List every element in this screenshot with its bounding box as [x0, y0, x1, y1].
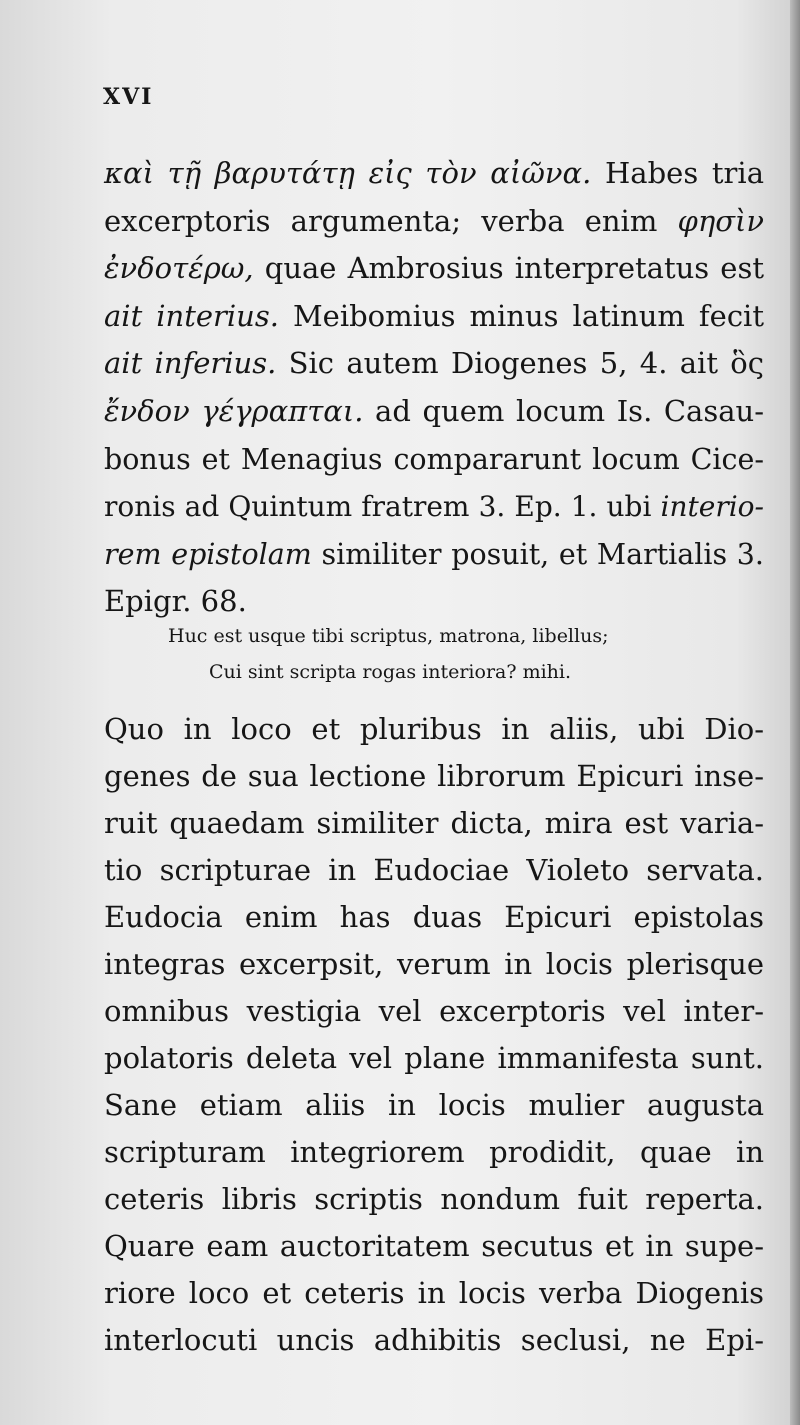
- text-line: ἔνδον γέγραπται. ad quem locum Is. Casau-: [104, 393, 764, 428]
- text-line: Sane etiam aliis in locis mulier augusta: [104, 1088, 764, 1122]
- text-line: scripturam integriorem prodidit, quae in: [104, 1135, 764, 1169]
- text-line: genes de sua lectione librorum Epicuri inse-: [104, 759, 764, 793]
- paragraph-2: [104, 706, 764, 1364]
- text-line: ronis ad Quintum fratrem 3. Ep. 1. ubi interio-: [104, 490, 764, 524]
- text-line: ruit quaedam similiter dicta, mira est varia-: [104, 806, 764, 840]
- text-line: Eudocia enim has duas Epicuri epistolas: [104, 900, 764, 934]
- text-line: ἐνδοτέρω, quae Ambrosius interpretatus est: [104, 251, 764, 286]
- text-line: tio scripturae in Eudociae Violeto servata.: [104, 853, 764, 887]
- text-line: riore loco et ceteris in locis verba Diogenis: [104, 1276, 764, 1310]
- epigram-quote: [104, 618, 764, 690]
- text-line: rem epistolam similiter posuit, et Martialis 3.: [104, 537, 764, 571]
- text-line: ceteris libris scriptis nondum fuit reperta.: [104, 1182, 764, 1216]
- text-line: integras excerpsit, verum in locis plerisque: [104, 947, 764, 981]
- text-line: καὶ τῇ βαρυτάτῃ εἰς τὸν αἰῶνα. Habes tria: [104, 156, 764, 190]
- quote-line: Huc est usque tibi scriptus, matrona, libellus;: [168, 625, 609, 647]
- text-line: excerptoris argumenta; verba enim φησὶν: [104, 203, 764, 238]
- text-line: Quo in loco et pluribus in aliis, ubi Dio-: [104, 712, 764, 746]
- text-line: polatoris deleta vel plane immanifesta sunt.: [104, 1041, 764, 1075]
- text-line: bonus et Menagius compararunt locum Cice-: [104, 442, 764, 476]
- text-line: ait interius. Meibomius minus latinum fecit: [104, 298, 764, 333]
- page-edge-shadow: [790, 0, 800, 1425]
- text-line: Quare eam auctoritatem secutus et in supe-: [104, 1229, 764, 1263]
- quote-line: Cui sint scripta rogas interiora? mihi.: [209, 661, 572, 683]
- text-line: omnibus vestigia vel excerptoris vel inter-: [104, 994, 764, 1028]
- paragraph-1: [104, 150, 764, 626]
- text-line: Epigr. 68.: [104, 584, 247, 619]
- page-number: XVI: [103, 84, 154, 110]
- text-line: interlocuti uncis adhibitis seclusi, ne Epi-: [104, 1323, 764, 1357]
- text-line: ait inferius. Sic autem Diogenes 5, 4. ait ὃς: [104, 346, 765, 381]
